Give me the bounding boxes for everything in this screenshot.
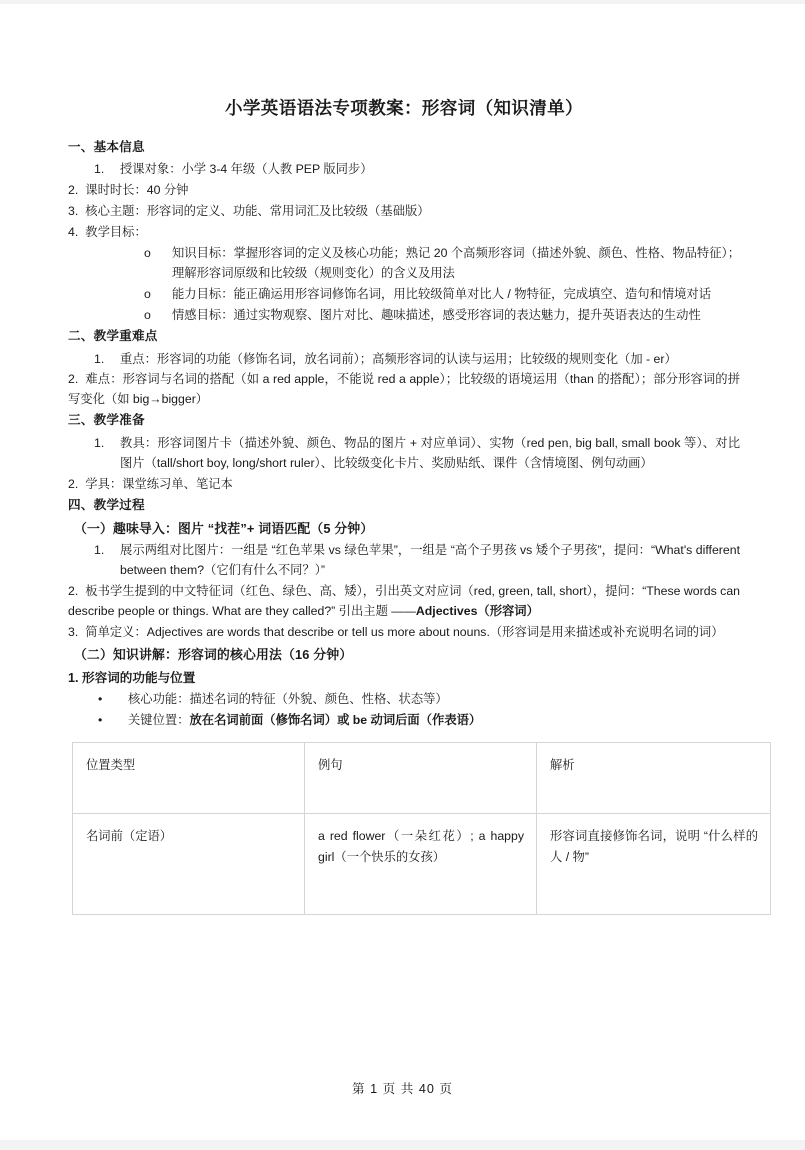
list-item	[68, 623, 740, 643]
list-item	[94, 350, 740, 370]
section-heading-process: 四、教学过程	[68, 497, 145, 512]
section-heading-preparation: 三、教学准备	[68, 413, 145, 428]
list-item-text: 难点：形容词与名词的搭配（如 a red apple，不能说 red a apple）；比较级的语境运用（than 的搭配）；部分形容词的拼写变化（如 big→bigger）	[68, 372, 740, 407]
list-marker: 3.	[68, 204, 79, 219]
topic-heading-function-position: 1. 形容词的功能与位置	[68, 671, 196, 686]
list-item	[68, 202, 740, 222]
list-item-text: 板书学生提到的中文特征词（红色、绿色、高、矮），引出英文对应词（red, green, tall, short），提问：“These words can describe people or things. What are they called?” 引出主题 ——	[68, 584, 740, 618]
table-row	[73, 814, 771, 915]
list-item	[68, 582, 740, 622]
list-item-text: 学具：课堂练习单、笔记本	[85, 476, 233, 491]
list-item-text: 情感目标：通过实物观察、图片对比、趣味描述，感受形容词的表达魅力，提升英语表达的生动性	[172, 307, 701, 322]
list-item-text: 教具：形容词图片卡（描述外貌、颜色、物品的图片 + 对应单词）、实物（red pen, big ball, small book 等）、对比图片（tall/short boy, long/short ruler）、比较级变化卡片、奖励贴纸、课件（含情境图、例句动画）	[120, 436, 740, 471]
list-item	[94, 434, 740, 474]
list-item	[68, 223, 740, 243]
list-marker: 2.	[68, 476, 79, 491]
list-item	[144, 306, 740, 326]
table-header-cell: 解析	[537, 743, 771, 814]
list-item	[68, 370, 740, 410]
table-header-cell: 位置类型	[73, 743, 305, 814]
page-footer: 第 1 页 共 40 页	[352, 1082, 453, 1096]
list-item-text: 展示两组对比图片：一组是 “红色苹果 vs 绿色苹果”，一组是 “高个子男孩 vs 矮个子男孩”，提问：“What's different between them?（它们有什么不同？）”	[120, 543, 740, 578]
page-bottom-edge	[0, 1140, 805, 1150]
list-item-text: 知识目标：掌握形容词的定义及核心功能；熟记 20 个高频形容词（描述外貌、颜色、性格、物品特征）；理解形容词原级和比较级（规则变化）的含义及用法	[172, 246, 740, 280]
bullet-icon: •	[98, 692, 103, 707]
section-heading-key-points: 二、教学重难点	[68, 328, 158, 343]
list-item	[68, 475, 740, 495]
list-item-text: 关键位置：	[128, 713, 190, 728]
list-item-text: 能力目标：能正确运用形容词修饰名词，用比较级简单对比人 / 物特征，完成填空、造句和情境对话	[172, 286, 712, 301]
list-item-text: 教学目标：	[85, 225, 147, 240]
list-item	[144, 244, 740, 284]
list-marker: 1.	[94, 162, 105, 177]
table-header-row	[73, 743, 771, 814]
list-item-text: 核心功能：描述名词的特征（外貌、颜色、性格、状态等）	[128, 692, 448, 707]
document-content	[68, 96, 758, 915]
list-item-text: 核心主题：形容词的定义、功能、常用词汇及比较级（基础版）	[85, 204, 430, 219]
list-item	[94, 160, 740, 180]
list-marker: 1.	[94, 351, 105, 366]
list-item	[98, 711, 740, 731]
subsection-heading-knowledge: （二）知识讲解：形容词的核心用法（16 分钟）	[74, 646, 353, 662]
table-cell: 形容词直接修饰名词，说明 “什么样的人 / 物”	[537, 814, 771, 915]
position-types-table	[72, 742, 771, 915]
table-cell: a red flower（一朵红花）; a happy girl（一个快乐的女孩）	[305, 814, 537, 915]
list-item	[94, 541, 740, 581]
list-marker: 2.	[68, 372, 79, 387]
list-marker: 1.	[94, 436, 105, 451]
list-item	[68, 181, 740, 201]
list-item	[98, 690, 740, 710]
list-item-text: 课时时长：40 分钟	[85, 183, 189, 198]
list-item-text: 授课对象：小学 3-4 年级（人教 PEP 版同步）	[120, 162, 373, 177]
list-marker: o	[144, 307, 151, 322]
table-cell: 名词前（定语）	[73, 814, 305, 915]
subsection-heading-warmup: （一）趣味导入：图片 “找茬”+ 词语匹配（5 分钟）	[74, 520, 374, 536]
bullet-icon: •	[98, 713, 103, 728]
list-marker: o	[144, 286, 151, 301]
list-item	[144, 285, 740, 305]
section-heading-basic-info: 一、基本信息	[68, 139, 145, 154]
list-item-emphasis: Adjectives（形容词）	[415, 603, 539, 618]
table-header-cell: 例句	[305, 743, 537, 814]
list-marker: o	[144, 246, 151, 261]
list-marker: 1.	[94, 543, 105, 558]
list-marker: 4.	[68, 225, 79, 240]
list-item-emphasis: 放在名词前面（修饰名词）或 be 动词后面（作表语）	[189, 713, 482, 728]
page-title: 小学英语语法专项教案：形容词（知识清单）	[225, 98, 583, 118]
list-item-text: 重点：形容词的功能（修饰名词，放名词前）；高频形容词的认读与运用；比较级的规则变化（加 - er）	[120, 351, 677, 366]
list-marker: 3.	[68, 624, 79, 639]
list-marker: 2.	[68, 183, 79, 198]
page-top-edge	[0, 0, 805, 4]
list-item-text: 简单定义：Adjectives are words that describe or tell us more about nouns.（形容词是用来描述或补充说明名词的词）	[85, 624, 724, 639]
list-marker: 2.	[68, 584, 79, 599]
